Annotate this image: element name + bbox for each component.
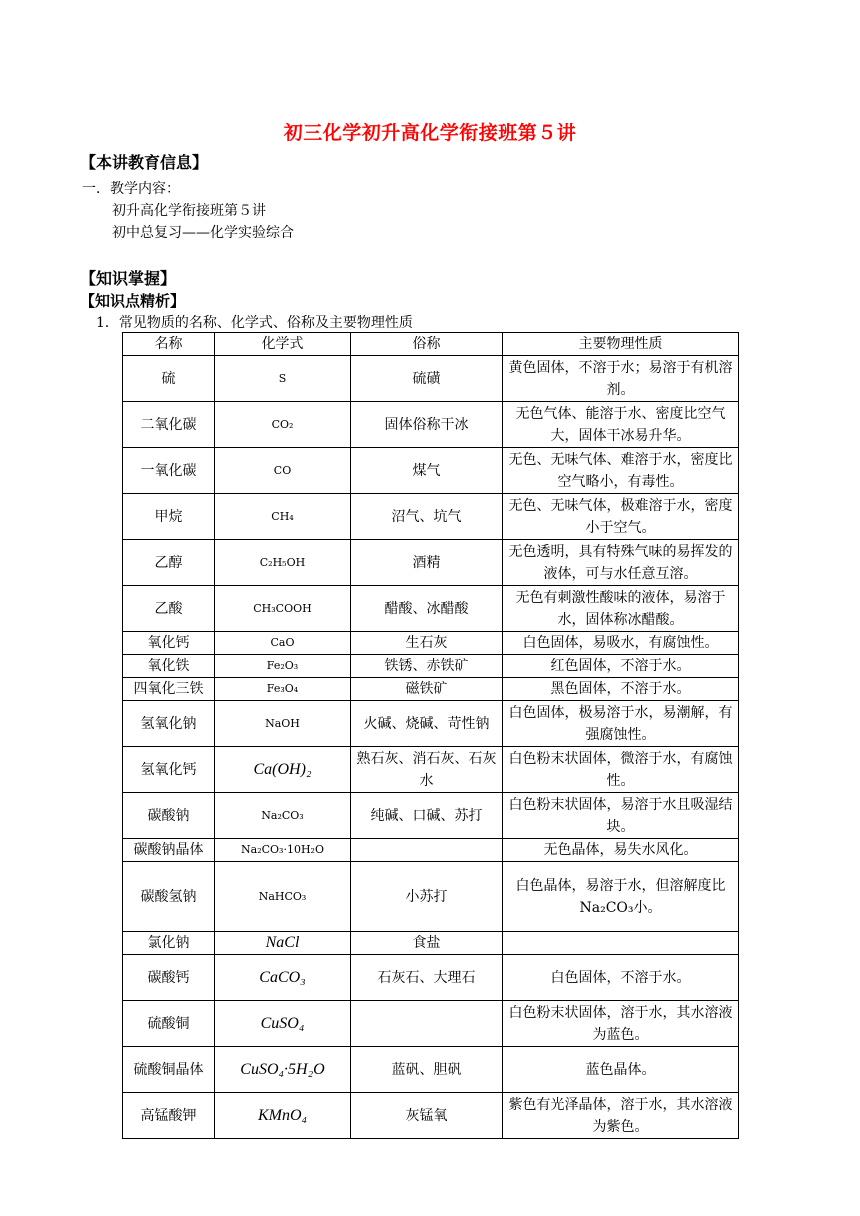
cell-common-name: 灰锰氧 bbox=[351, 1093, 503, 1139]
table-row bbox=[123, 862, 739, 932]
item-1-heading: 1．常见物质的名称、化学式、俗称及主要物理性质 bbox=[96, 315, 413, 331]
cell-properties: 白色粉末状固体，易溶于水且吸湿结块。 bbox=[503, 793, 739, 839]
cell-properties: 黑色固体，不溶于水。 bbox=[503, 678, 739, 701]
cell-properties: 无色透明，具有特殊气味的易挥发的液体，可与水任意互溶。 bbox=[503, 540, 739, 586]
cell-common-name: 磁铁矿 bbox=[351, 678, 503, 701]
cell-common-name: 沼气、坑气 bbox=[351, 494, 503, 540]
cell-name: 氯化钠 bbox=[123, 932, 215, 955]
cell-common-name: 食盐 bbox=[351, 932, 503, 955]
substances-table bbox=[122, 332, 739, 1139]
cell-properties: 无色有刺激性酸味的液体，易溶于水，固体称冰醋酸。 bbox=[503, 586, 739, 632]
info-header: 【本讲教育信息】 bbox=[80, 153, 209, 172]
cell-properties: 蓝色晶体。 bbox=[503, 1047, 739, 1093]
cell-name: 硫 bbox=[123, 356, 215, 402]
cell-properties: 无色、无味气体，极难溶于水，密度小于空气。 bbox=[503, 494, 739, 540]
cell-formula: Fe₃O₄ bbox=[215, 678, 351, 701]
cell-common-name: 纯碱、口碱、苏打 bbox=[351, 793, 503, 839]
table-row bbox=[123, 448, 739, 494]
cell-formula: Ca(OH)₂ bbox=[215, 747, 351, 793]
cell-common-name: 小苏打 bbox=[351, 862, 503, 932]
cell-properties: 黄色固体，不溶于水；易溶于有机溶剂。 bbox=[503, 356, 739, 402]
cell-name: 碳酸钠晶体 bbox=[123, 839, 215, 862]
cell-formula: KMnO₄ bbox=[215, 1093, 351, 1139]
cell-formula: S bbox=[215, 356, 351, 402]
cell-common-name: 煤气 bbox=[351, 448, 503, 494]
cell-common-name: 生石灰 bbox=[351, 632, 503, 655]
content-line-1: 初升高化学衔接班第５讲 bbox=[112, 203, 266, 219]
cell-properties: 白色固体，易吸水，有腐蚀性。 bbox=[503, 632, 739, 655]
cell-properties: 白色固体，极易溶于水，易潮解，有强腐蚀性。 bbox=[503, 701, 739, 747]
cell-common-name: 蓝矾、胆矾 bbox=[351, 1047, 503, 1093]
table-row bbox=[123, 747, 739, 793]
cell-name: 氧化铁 bbox=[123, 655, 215, 678]
cell-properties: 紫色有光泽晶体，溶于水，其水溶液为紫色。 bbox=[503, 1093, 739, 1139]
cell-name: 氢氧化钠 bbox=[123, 701, 215, 747]
cell-formula: Fe₂O₃ bbox=[215, 655, 351, 678]
table-row bbox=[123, 632, 739, 655]
cell-name: 硫酸铜 bbox=[123, 1001, 215, 1047]
cell-name: 四氧化三铁 bbox=[123, 678, 215, 701]
cell-formula: CaCO₃ bbox=[215, 955, 351, 1001]
cell-formula: CO bbox=[215, 448, 351, 494]
cell-properties: 白色晶体，易溶于水，但溶解度比Na₂CO₃小。 bbox=[503, 862, 739, 932]
table-row bbox=[123, 1093, 739, 1139]
table-row bbox=[123, 356, 739, 402]
cell-name: 乙酸 bbox=[123, 586, 215, 632]
table-row bbox=[123, 540, 739, 586]
cell-formula: CuSO₄·5H₂O bbox=[215, 1047, 351, 1093]
cell-formula: Na₂CO₃·10H₂O bbox=[215, 839, 351, 862]
table-row bbox=[123, 655, 739, 678]
cell-properties: 白色粉末状固体，微溶于水，有腐蚀性。 bbox=[503, 747, 739, 793]
cell-name: 二氧化碳 bbox=[123, 402, 215, 448]
cell-formula: NaHCO₃ bbox=[215, 862, 351, 932]
cell-name: 碳酸钙 bbox=[123, 955, 215, 1001]
table-row bbox=[123, 1001, 739, 1047]
analysis-header: 【知识点精析】 bbox=[80, 292, 186, 310]
knowledge-header: 【知识掌握】 bbox=[80, 269, 177, 288]
content-line-2: 初中总复习——化学实验综合 bbox=[112, 225, 294, 241]
cell-name: 氧化钙 bbox=[123, 632, 215, 655]
cell-name: 一氧化碳 bbox=[123, 448, 215, 494]
cell-formula: Na₂CO₃ bbox=[215, 793, 351, 839]
cell-properties: 无色、无味气体、难溶于水，密度比空气略小，有毒性。 bbox=[503, 448, 739, 494]
cell-name: 碳酸钠 bbox=[123, 793, 215, 839]
cell-properties: 无色晶体，易失水风化。 bbox=[503, 839, 739, 862]
cell-formula: CH₃COOH bbox=[215, 586, 351, 632]
cell-common-name: 酒精 bbox=[351, 540, 503, 586]
table-row bbox=[123, 586, 739, 632]
table-row bbox=[123, 955, 739, 1001]
cell-formula: CO₂ bbox=[215, 402, 351, 448]
cell-formula: C₂H₅OH bbox=[215, 540, 351, 586]
table-row bbox=[123, 932, 739, 955]
cell-formula: NaCl bbox=[215, 932, 351, 955]
table-row bbox=[123, 1047, 739, 1093]
cell-formula: CuSO₄ bbox=[215, 1001, 351, 1047]
cell-properties bbox=[503, 932, 739, 955]
cell-properties: 红色固体，不溶于水。 bbox=[503, 655, 739, 678]
cell-common-name bbox=[351, 1001, 503, 1047]
table-row bbox=[123, 678, 739, 701]
cell-formula: CaO bbox=[215, 632, 351, 655]
header-formula: 化学式 bbox=[215, 333, 351, 356]
cell-name: 碳酸氢钠 bbox=[123, 862, 215, 932]
table-row bbox=[123, 793, 739, 839]
cell-common-name: 石灰石、大理石 bbox=[351, 955, 503, 1001]
table-row bbox=[123, 701, 739, 747]
cell-properties: 白色粉末状固体，溶于水，其水溶液为蓝色。 bbox=[503, 1001, 739, 1047]
table-row bbox=[123, 402, 739, 448]
cell-formula: NaOH bbox=[215, 701, 351, 747]
page-title: 初三化学初升高化学衔接班第５讲 bbox=[283, 122, 577, 144]
cell-name: 硫酸铜晶体 bbox=[123, 1047, 215, 1093]
cell-common-name bbox=[351, 839, 503, 862]
cell-common-name: 铁锈、赤铁矿 bbox=[351, 655, 503, 678]
table-row bbox=[123, 839, 739, 862]
cell-common-name: 火碱、烧碱、苛性钠 bbox=[351, 701, 503, 747]
header-name: 名称 bbox=[123, 333, 215, 356]
header-properties: 主要物理性质 bbox=[503, 333, 739, 356]
cell-formula: CH₄ bbox=[215, 494, 351, 540]
cell-name: 高锰酸钾 bbox=[123, 1093, 215, 1139]
cell-common-name: 硫磺 bbox=[351, 356, 503, 402]
cell-common-name: 醋酸、冰醋酸 bbox=[351, 586, 503, 632]
cell-common-name: 固体俗称干冰 bbox=[351, 402, 503, 448]
table-header-row bbox=[123, 333, 739, 356]
cell-properties: 无色气体、能溶于水、密度比空气大，固体干冰易升华。 bbox=[503, 402, 739, 448]
cell-name: 乙醇 bbox=[123, 540, 215, 586]
table-row bbox=[123, 494, 739, 540]
cell-common-name: 熟石灰、消石灰、石灰水 bbox=[351, 747, 503, 793]
cell-name: 甲烷 bbox=[123, 494, 215, 540]
header-common-name: 俗称 bbox=[351, 333, 503, 356]
cell-name: 氢氧化钙 bbox=[123, 747, 215, 793]
cell-properties: 白色固体，不溶于水。 bbox=[503, 955, 739, 1001]
content-label: 一．教学内容： bbox=[82, 181, 180, 197]
